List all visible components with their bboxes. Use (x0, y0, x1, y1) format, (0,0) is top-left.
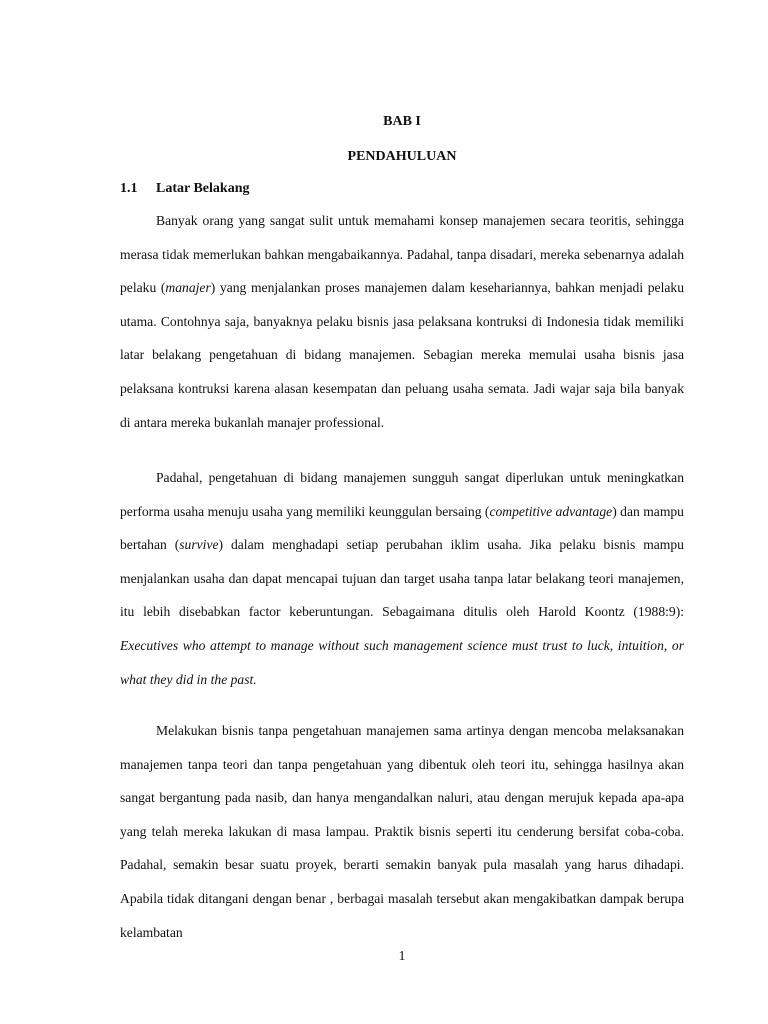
paragraph-2-italic-survive: survive (179, 537, 219, 553)
paragraph-2 (120, 461, 684, 696)
chapter-label: BAB I (383, 114, 421, 129)
paragraph-3 (120, 714, 684, 949)
paragraph-2-text-e: ) dalam menghadapi setiap perubahan iklim usaha. Jika pelaku bisnis mampu menjalankan usaha dan dapat mencapai tujuan dan target usaha tanpa latar belakang teori manajemen, itu lebih disebabkan factor keberuntungan. Sebagaimana ditulis oleh Harold Koontz (1988:9): (120, 537, 684, 620)
paragraph-2-text-a: Padahal, pengetahuan di bidang manajemen sungguh sangat diperlukan untuk meningkatkan performa usaha menuju usaha yang memiliki keunggulan bersaing ( (120, 470, 684, 519)
paragraph-1 (120, 204, 684, 439)
chapter-title: PENDAHULUAN (347, 149, 457, 164)
paragraph-1-text-a: Banyak orang yang sangat sulit untuk memahami konsep manajemen secara teoritis, sehingga merasa tidak memerlukan bahkan mengabaikannya. Padahal, tanpa disadari, mereka sebenarnya adalah pelaku ( (120, 213, 684, 296)
paragraph-1-italic-manajer: manajer (165, 280, 211, 296)
paragraph-2-text-c: ) dan mampu bertahan ( (120, 503, 684, 553)
section-title: Latar Belakang (156, 181, 250, 196)
section-number: 1.1 (120, 181, 138, 196)
page-number: 1 (398, 949, 406, 964)
paragraph-3-text: Melakukan bisnis tanpa pengetahuan manajemen sama artinya dengan mencoba melaksanakan manajemen tanpa teori dan tanpa pengetahuan yang dibentuk oleh teori itu, sehingga hasilnya akan sangat bergantung pada nasib, dan hanya mengandalkan naluri, atau dengan merujuk kepada apa-apa yang telah mereka lakukan di masa lampau. Praktik bisnis seperti itu cenderung bersifat coba-coba. Padahal, semakin besar suatu proyek, berarti semakin banyak pula masalah yang harus dihadapi. Apabila tidak ditangani dengan benar , berbagai masalah tersebut akan mengakibatkan dampak berupa kelambatan (120, 723, 684, 940)
paragraph-2-italic-competitive-advantage: competitive advantage (489, 503, 613, 519)
paragraph-1-text-c: ) yang menjalankan proses manajemen dalam kesehariannya, bahkan menjadi pelaku utama. Contohnya saja, banyaknya pelaku bisnis jasa pelaksana kontruksi di Indonesia tidak memiliki latar belakang pengetahuan di bidang manajemen. Sebagian mereka memulai usaha bisnis jasa pelaksana kontruksi karena alasan kesempatan dan peluang usaha semata. Jadi wajar saja bila banyak di antara mereka bukanlah manajer professional. (120, 280, 684, 430)
section-heading (120, 181, 249, 197)
paragraph-2-italic-quote: Executives who attempt to manage without such management science must trust to luck, intuition, or what they did in the past. (120, 637, 684, 687)
